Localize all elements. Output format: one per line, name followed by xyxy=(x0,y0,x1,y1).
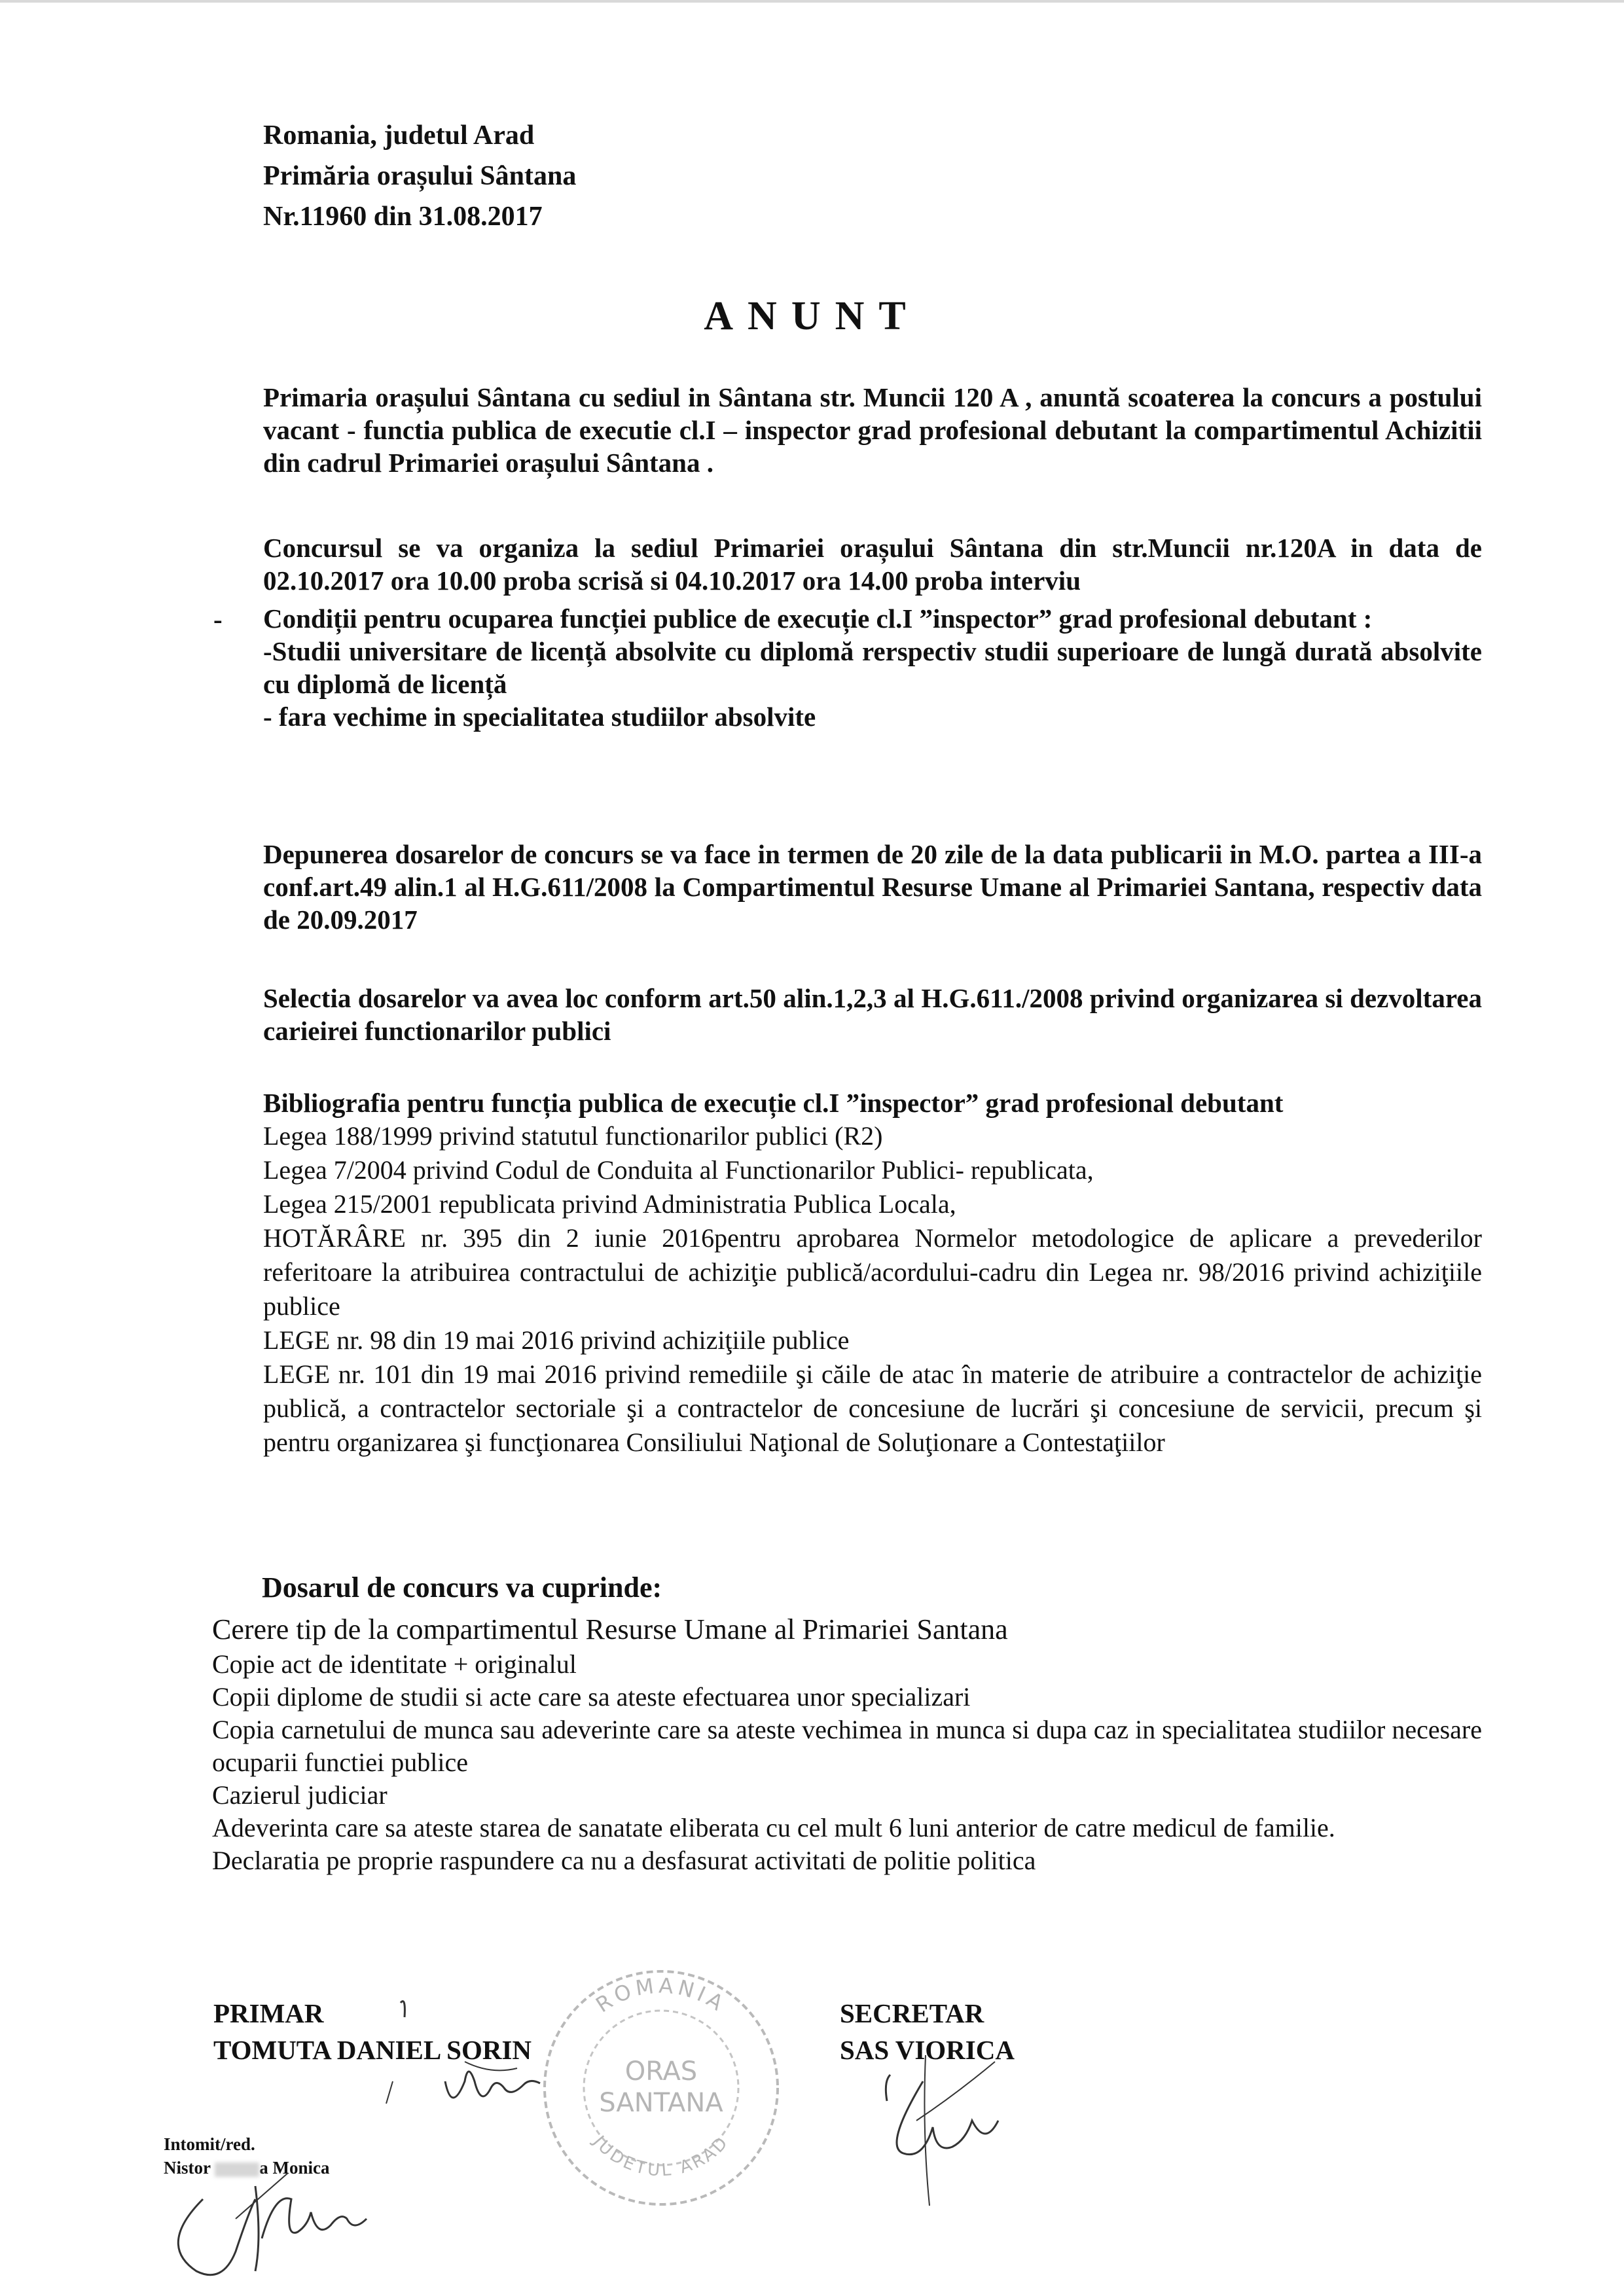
bibliography-section xyxy=(263,1086,1482,1460)
secretary-handwritten-signature xyxy=(871,2029,1028,2212)
stamp-center-text: SANTANA xyxy=(599,2088,723,2118)
scan-top-edge xyxy=(0,0,1624,3)
bibliography-item: Legea 215/2001 republicata privind Administratia Publica Locala, xyxy=(263,1189,956,1219)
dossier-title: Dosarul de concurs va cuprinde: xyxy=(262,1571,662,1604)
dossier-list xyxy=(212,1611,1482,1877)
drafter-handwritten-signature xyxy=(164,2160,386,2291)
conditions-section xyxy=(263,602,1482,733)
bibliography-item: Legea 188/1999 privind statutul functionarilor publici (R2) xyxy=(263,1121,883,1151)
selection-paragraph: Selectia dosarelor va avea loc conform art.50 alin.1,2,3 al H.G.611./2008 privind organizarea si dezvoltarea carieirei functionarilor publici xyxy=(263,983,1482,1046)
bibliography-title: Bibliografia pentru funcția publica de execuție cl.I ”inspector” grad profesional debutant xyxy=(263,1088,1284,1118)
intro-paragraph: Primaria orașului Sântana cu sediul in Sântana str. Muncii 120 A , anuntă scoaterea la concurs a postului vacant - functia publica de executie cl.I – inspector grad profesional debutant la compartimentul Achizitii din cadrul Primariei orașului Sântana . xyxy=(263,382,1482,478)
header-county: Romania, judetul Arad xyxy=(263,120,535,151)
dossier-item: Copia carnetului de munca sau adeverinte care sa ateste vechimea in munca si dupa caz in specialitatea studiilor necesare ocuparii functiei publice xyxy=(212,1715,1482,1777)
organization-paragraph: Concursul se va organiza la sediul Primariei orașului Sântana din str.Muncii nr.120A in data de 02.10.2017 ora 10.00 proba scrisă si 04.10.2017 ora 14.00 proba interviu xyxy=(263,533,1482,596)
stamp-center-text: ORAS xyxy=(624,2056,698,2087)
mayor-name: TOMUTA DANIEL SORIN xyxy=(213,2035,532,2065)
drafted-by-name-start: Nistor xyxy=(164,2158,211,2178)
condition-item: -Studii universitare de licență absolvite cu diplomă rerspectiv studii superioare de lungă durată absolvite cu diplomă de licență xyxy=(263,636,1482,699)
header-registration-number: Nr.11960 din 31.08.2017 xyxy=(263,202,543,232)
stamp-top-text: ROMANIA xyxy=(591,1973,731,2018)
secretary-title: SECRETAR xyxy=(840,1998,984,2028)
conditions-title: Condiții pentru ocuparea funcției publice de execuție cl.I ”inspector” grad profesional debutant : xyxy=(263,603,1373,634)
dossier-item: Cazierul judiciar xyxy=(212,1780,388,1810)
header-institution: Primăria orașului Sântana xyxy=(263,161,577,191)
condition-item: - fara vechime in specialitatea studiilor absolvite xyxy=(263,702,816,732)
page-title: ANUNT xyxy=(704,294,920,338)
secretary-name: SAS VIORICA xyxy=(840,2035,1015,2065)
bibliography-item: HOTĂRÂRE nr. 395 din 2 iunie 2016pentru aprobarea Normelor metodologice de aplicare a prevederilor referitoare la atribuirea contractului de achiziţie publică/acordului-cadru din Legea nr. 98/2016 privind achiziţiile publice xyxy=(263,1223,1482,1321)
drafted-by-label: Intomit/red. xyxy=(164,2134,255,2154)
drafted-by-name-end: a Monica xyxy=(259,2158,330,2178)
svg-text:JUDETUL ARAD xyxy=(588,2131,734,2180)
bullet-dash: - xyxy=(213,604,223,634)
dossier-item: Adeverinta care sa ateste starea de sanatate eliberata cu cel mult 6 luni anterior de catre medicul de familie. xyxy=(212,1813,1335,1842)
submission-paragraph: Depunerea dosarelor de concurs se va face in termen de 20 zile de la data publicarii in M.O. partea a III-a conf.art.49 alin.1 al H.G.611/2008 la Compartimentul Resurse Umane al Primariei Santana, respectiv data de 20.09.2017 xyxy=(263,839,1482,935)
dossier-item: Cerere tip de la compartimentul Resurse Umane al Primariei Santana xyxy=(212,1613,1008,1645)
bibliography-item: Legea 7/2004 privind Codul de Conduita al Functionarilor Publici- republicata, xyxy=(263,1155,1094,1185)
bibliography-item: LEGE nr. 101 din 19 mai 2016 privind remediile şi căile de atac în materie de atribuire a contractelor de achiziţie publică, a contractelor sectoriale şi a contractelor de concesiune de lucrări şi concesiune de servicii, precum şi pentru organizarea şi funcţionarea Consiliului Naţional de Soluţionare a Contestaţiilor xyxy=(263,1359,1482,1457)
mayor-title: PRIMAR xyxy=(213,1998,324,2028)
dossier-item: Declaratia pe proprie raspundere ca nu a desfasurat activitati de politie politica xyxy=(212,1846,1036,1875)
bibliography-item: LEGE nr. 98 din 19 mai 2016 privind achiziţiile publice xyxy=(263,1325,850,1355)
svg-text:ROMANIA xyxy=(591,1973,731,2017)
stamp-bottom-text: JUDETUL ARAD xyxy=(588,2132,734,2181)
dossier-item: Copie act de identitate + originalul xyxy=(212,1649,577,1679)
dossier-item: Copii diplome de studii si acte care sa ateste efectuarea unor specializari xyxy=(212,1682,971,1712)
mayor-handwritten-signature xyxy=(367,1983,576,2127)
document-header xyxy=(263,115,576,237)
